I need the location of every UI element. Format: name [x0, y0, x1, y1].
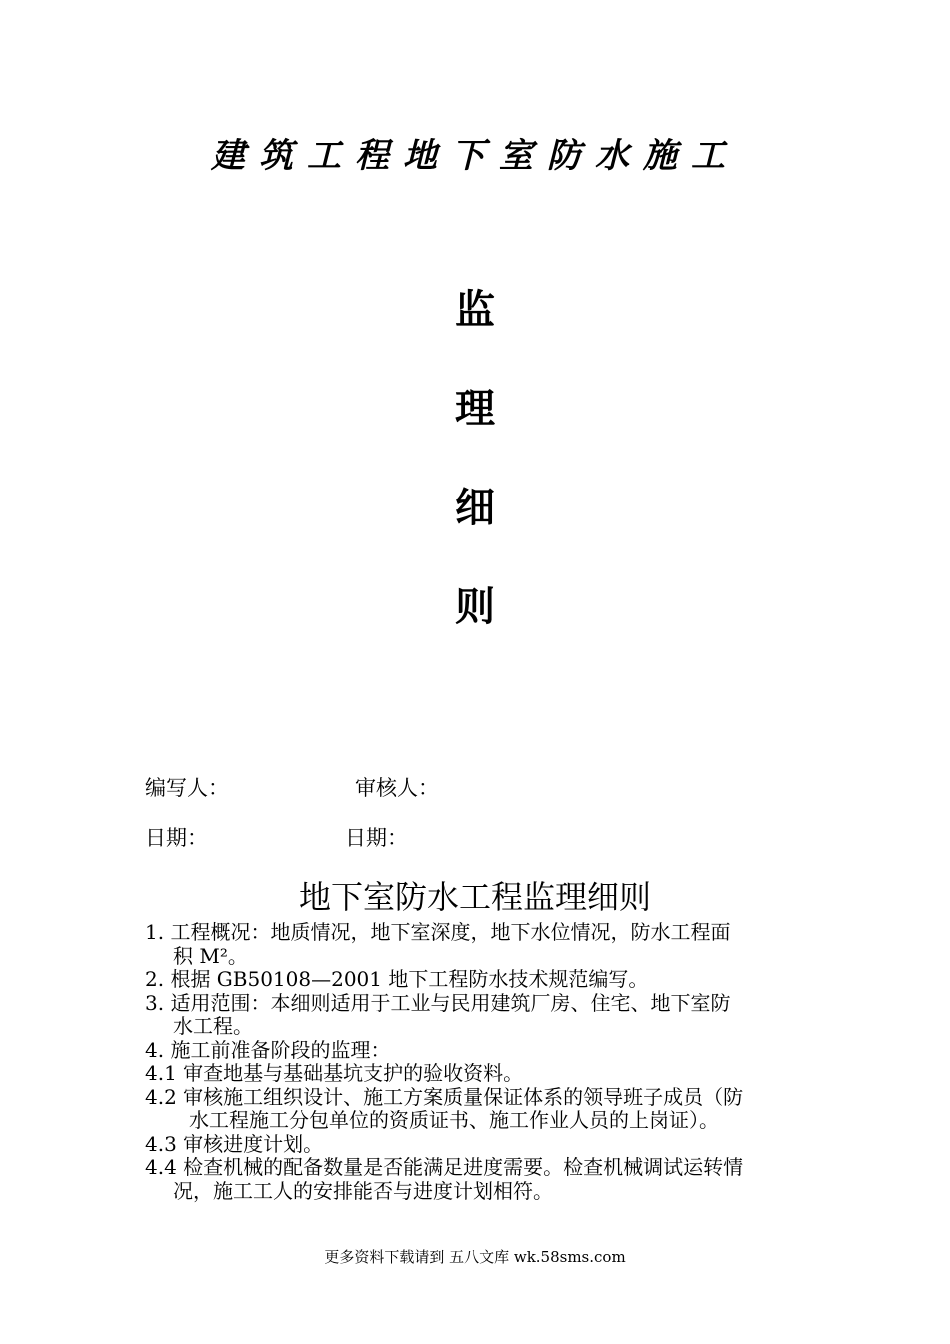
item-number: 4.3 — [145, 1131, 177, 1156]
date-label: 日期： — [345, 826, 408, 850]
date-label: 日期： — [145, 826, 208, 850]
item-number: 3. — [145, 990, 165, 1015]
item-number: 4.4 — [145, 1155, 177, 1179]
author-label: 编写人： — [145, 776, 229, 800]
list-item — [145, 1039, 810, 1063]
item-text-continued: 积 M²。 — [173, 943, 248, 968]
list-item — [145, 968, 810, 992]
reviewer-label: 审核人： — [355, 776, 439, 800]
item-number: 2. — [145, 967, 165, 991]
item-text: 检查机械的配备数量是否能满足进度需要。检查机械调试运转情 — [183, 1155, 744, 1179]
item-number: 4. — [145, 1037, 165, 1062]
cover-title: 建筑工程地下室防水施工 — [211, 136, 739, 176]
footer-link-text[interactable]: 更多资料下载请到 五八文库 wk.58sms.com — [324, 1248, 626, 1266]
cover-vertical-char: 监 — [455, 286, 495, 333]
item-number: 1. — [145, 920, 165, 944]
item-text-continued: 水工程施工分包单位的资质证书、施工作业人员的上岗证）。 — [189, 1108, 719, 1132]
item-number: 4.1 — [145, 1061, 177, 1085]
item-text-continued: 况，施工工人的安排能否与进度计划相符。 — [173, 1178, 553, 1203]
list-item — [145, 921, 810, 968]
item-text-continued: 水工程。 — [173, 1014, 253, 1038]
list-item — [145, 992, 810, 1039]
item-text: 适用范围：本细则适用于工业与民用建筑厂房、住宅、地下室防 — [170, 990, 731, 1015]
document-body — [145, 921, 810, 1203]
cover-vertical-char: 细 — [455, 484, 495, 531]
list-item — [145, 1086, 810, 1133]
list-item — [145, 1133, 810, 1157]
item-text: 根据 GB50108—2001 地下工程防水技术规范编写。 — [170, 967, 649, 991]
item-text: 审核进度计划。 — [183, 1131, 324, 1156]
cover-vertical-char: 则 — [455, 583, 495, 630]
item-text: 施工前准备阶段的监理： — [170, 1037, 391, 1062]
item-text: 审核施工组织设计、施工方案质量保证体系的领导班子成员（防 — [183, 1084, 744, 1109]
item-text: 工程概况：地质情况，地下室深度，地下水位情况，防水工程面 — [170, 920, 731, 944]
list-item — [145, 1062, 810, 1086]
cover-vertical-char: 理 — [455, 385, 495, 432]
list-item — [145, 1156, 810, 1203]
item-text: 审查地基与基础基坑支护的验收资料。 — [183, 1061, 524, 1085]
item-number: 4.2 — [145, 1084, 177, 1109]
document-title: 地下室防水工程监理细则 — [298, 878, 651, 916]
